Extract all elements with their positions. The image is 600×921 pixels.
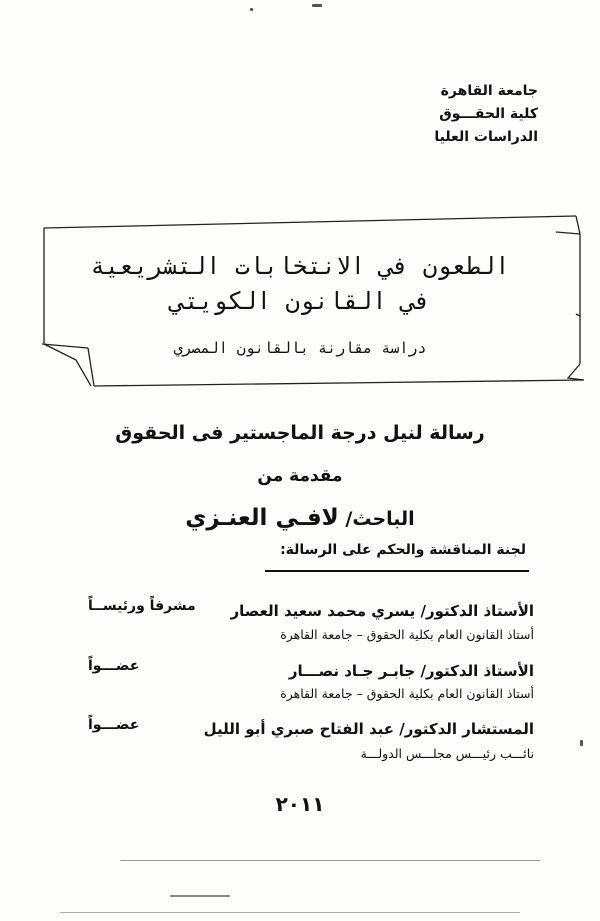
thesis-statement: رسالة لنيل درجة الماجستير فى الحقوق [115,422,485,444]
thesis-title-line1: الطعون في الانتخابات التشريعية [90,252,510,280]
committee-member-name: الأستاذ الدكتور/ يسري محمد سعيد العصار [230,602,534,620]
committee-underline [265,570,529,572]
researcher-line [0,505,600,531]
committee-member-role: عضـــواً [88,658,140,674]
thesis-subtitle: دراسة مقارنة بالقانون المصري [173,339,427,357]
faculty-name: كلية الحقـــوق [439,106,538,122]
scan-artifact [60,912,520,913]
committee-member-name: المستشار الدكتور/ عبد الفتاح صبري أبو الليل [203,720,534,738]
researcher-label: الباحث/ [345,508,415,530]
presented-by: مقدمة من [257,466,343,486]
year: ٢٠١١ [275,792,325,816]
committee-member-position: نائـــب رئيـــس مجلـــس الدولـــة [360,746,534,761]
committee-heading: لجنة المناقشة والحكم على الرسالة: [280,542,526,558]
committee-member-position: أستاذ القانون العام بكلية الحقوق – جامعة القاهرة [280,627,534,642]
committee-member-name: الأستاذ الدكتور/ جابـر جـاد نصـــار [288,662,534,680]
department-name: الدراسات العليا [434,129,538,145]
scan-artifact [250,8,253,11]
scan-artifact [312,4,322,7]
university-name: جامعة القاهرة [440,83,538,99]
scan-artifact [120,860,540,861]
thesis-title-line2: في القانون الكويتي [169,287,431,315]
scan-artifact [170,895,230,897]
committee-member-position: أستاذ القانون العام بكلية الحقوق – جامعة القاهرة [280,686,534,701]
committee-member-role: عضـــواً [88,717,140,733]
researcher-name: لافـي العنـزي [185,505,339,531]
committee-member-role: مشرفاً ورئيســاً [88,598,196,614]
scan-artifact [580,740,583,746]
